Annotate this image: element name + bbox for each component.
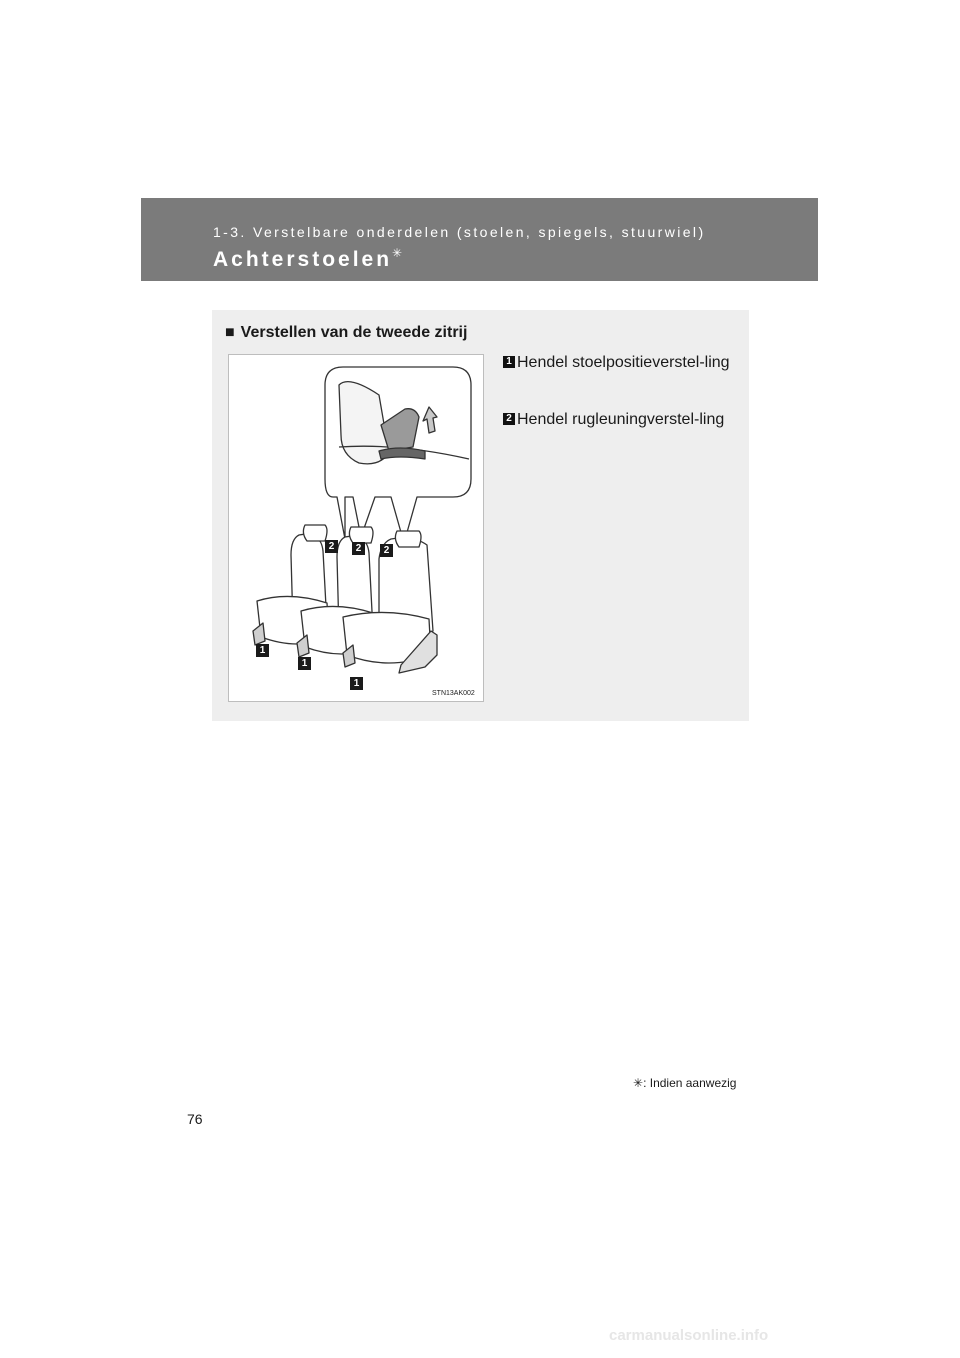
section-title: 1-3. Verstelbare onderdelen (stoelen, spiegels, stuurwiel) (213, 224, 706, 240)
footnote-text: : Indien aanwezig (643, 1076, 737, 1090)
content-panel (212, 310, 749, 721)
figure-code: STN13AK002 (432, 690, 475, 697)
legend-text-1: Hendel stoelpositieverstel-ling (517, 354, 730, 371)
page-title-text: Achterstoelen (213, 248, 393, 271)
seat-illustration (228, 354, 484, 702)
legend-number-2: 2 (503, 413, 515, 425)
page-title (213, 246, 405, 272)
subheading-text: Verstellen van de tweede zitrij (240, 324, 468, 341)
chapter-header (141, 198, 818, 281)
marker-1-left: 1 (256, 644, 269, 657)
legend-text-2: Hendel rugleuningverstel-ling (517, 411, 725, 428)
legend-number-1: 1 (503, 356, 515, 368)
marker-1-middle: 1 (298, 657, 311, 670)
watermark: carmanualsonline.info (609, 1327, 769, 1344)
marker-2-left: 2 (325, 540, 338, 553)
marker-1-right: 1 (350, 677, 363, 690)
subheading (225, 324, 467, 342)
marker-2-right: 2 (380, 544, 393, 557)
marker-2-middle: 2 (352, 542, 365, 555)
square-bullet-icon: ■ (225, 324, 235, 341)
page-number: 76 (187, 1111, 203, 1127)
footnote (633, 1076, 736, 1090)
footnote-mark: ✳ (633, 1076, 644, 1090)
optional-mark: ✳ (392, 246, 406, 260)
lever-base (379, 448, 425, 459)
